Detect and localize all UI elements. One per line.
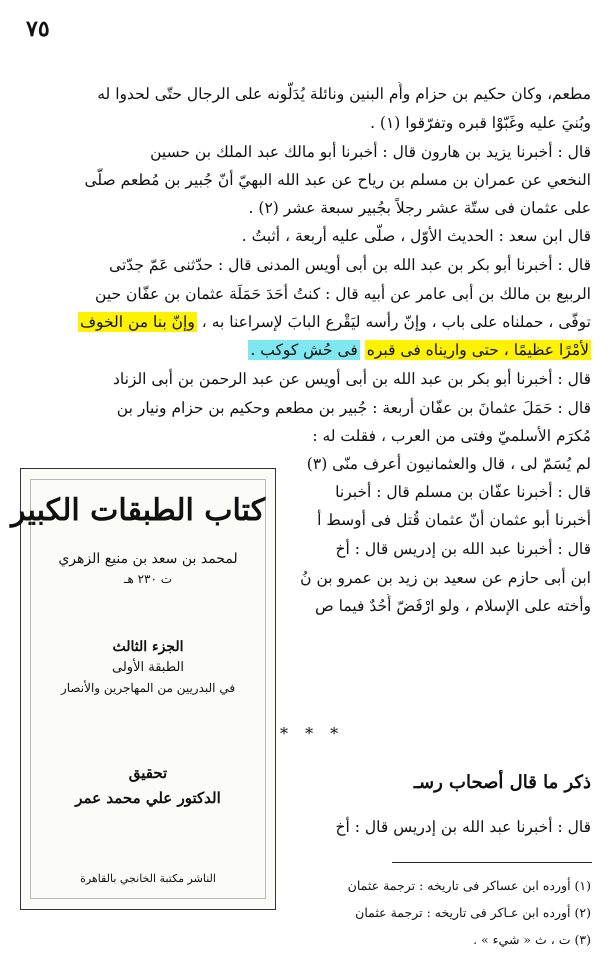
cover-title: كتاب الطبقات الكبير [10, 493, 265, 528]
footnote: (١) أورده ابن عساكر فى تاريخه : ترجمة عثمان [347, 878, 591, 893]
text-line: قال : أخبرنا عبد الله بن إدريس قال : أخ [335, 540, 591, 558]
footnote: (٢) أورده ابن عـاكر فى تاريخه : ترجمة عثمان [355, 905, 591, 920]
text-line: على عثمان فى ستّة عشر رجلاً بجُبير سبعة عشر (٢) . [248, 199, 591, 217]
page-number: ٧٥ [26, 16, 50, 42]
section-heading: ذكر ما قال أصحاب رسـ [413, 772, 591, 793]
cover-publisher: الناشر مكتبة الخانجي بالقاهرة [80, 872, 216, 885]
text-line: النخعي عن عمران بن مسلم بن رياح عن عبد الله البهيّ أنّ جُبير بن مُطعم صلّى [84, 171, 591, 189]
text-line: مطعم، وكان حكيم بن حزام وأُم البنين ونائلة يُدَلّونه على الرجال حتّى لحدوا له [97, 85, 591, 103]
cover-tabaqa: الطبقة الأولى [112, 660, 184, 675]
highlighted-text-yellow: وإنّ بنا من الخوف [79, 313, 195, 331]
text-segment: توفّى ، حملناه على باب ، وإنّ رأسه ليَقْرع البابَ لإسراعنا به ، [201, 313, 591, 331]
cover-subtitle: في البدريين من المهاجرين والأنصار [60, 681, 236, 695]
text-line: قال : أخبرنا عفّان بن مسلم قال : أخبرنا [335, 483, 591, 501]
text-line-with-highlight [19, 338, 591, 364]
footnote: (٣) ت ، ث « شيء » . [473, 932, 591, 947]
cover-date: ت ٢٣٠ هـ [123, 572, 173, 586]
cover-author: لمحمد بن سعد بن منيع الزهري [58, 551, 238, 567]
text-line: مُكرَم الأسلميّ وفتى من العرب ، فقلت له : [312, 427, 591, 445]
text-line: لم يُسَمّ لى ، قال والعثمانيون أعرف منّى (٣) [306, 455, 591, 473]
text-line: قال : أخبرنا عبد الله بن إدريس قال : أخ [335, 818, 591, 836]
cover-editor: الدكتور علي محمد عمر [75, 789, 221, 807]
section-separator: * * * [280, 724, 345, 743]
footnote-divider [392, 862, 592, 863]
text-line: وبُنيَ عليه وغَبّوْا قبره وتفرّقوا (١) . [370, 114, 591, 132]
text-line: قال : حَمَلَ عثمانَ بن عفّان أربعة : جُبير بن مطعم وحكيم بن حزام ونيار بن [116, 399, 591, 417]
text-line: ابن أبى حازم عن سعيد بن زيد بن عمرو بن نُ [300, 569, 591, 587]
underlined-phrase [248, 338, 359, 362]
text-line: قال : أخبرنا أبو بكر بن عبد الله بن أبى أويس المدنى قال : حدّثنى عَمّ جدّتى [109, 256, 591, 274]
cover-tahqiq-label: تحقيق [128, 764, 168, 782]
text-line: قال ابن سعد : الحديث الأوّل ، صلّى عليه أربعة ، أثبتُ . [241, 227, 591, 245]
text-line: وأخته على الإسلام ، ولو ارْفَضّ أُحُدٌ فيما ص [315, 597, 591, 615]
text-line: الربيع بن مالك بن أبى عامر عن أبيه قال : كنتُ أحَدَ حَمَلَة عثمان بن عفّان حين [95, 285, 591, 303]
text-line: قال : أخبرنا يزيد بن هارون قال : أخبرنا أبو مالك عبد الملك بن حسين [150, 143, 591, 161]
highlighted-text-cyan: فى حُش كوكب . [250, 341, 358, 359]
highlighted-text-yellow: لأمْرًا عظيمًا ، حتى واريناه فى قبره [366, 341, 589, 359]
text-line: قال : أخبرنا أبو بكر بن عبد الله بن أبى أويس عن عبد الرحمن بن أبى الزناد [112, 370, 591, 388]
cover-volume: الجزء الثالث [112, 639, 184, 655]
book-cover [10, 468, 276, 910]
text-line-with-highlight [19, 310, 591, 336]
text-line: أخبرنا أبو عثمان أنّ عثمان قُتل فى أوسط أ [317, 511, 591, 529]
